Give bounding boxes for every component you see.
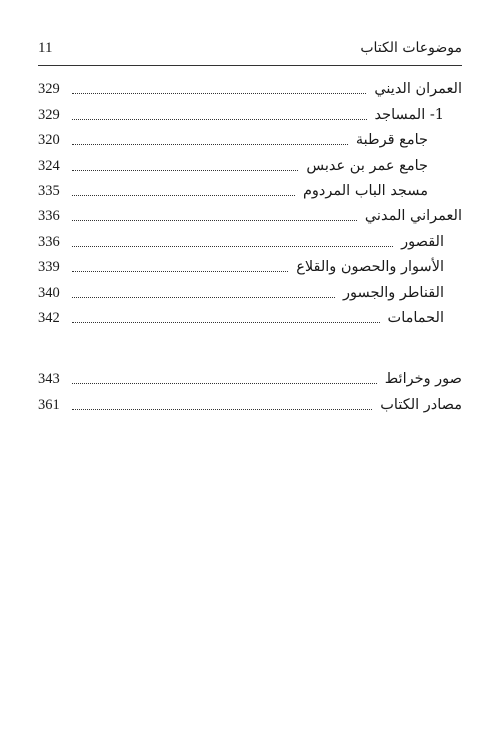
toc-entry-page-number: 342 bbox=[38, 309, 60, 326]
toc-group-2 bbox=[38, 364, 462, 415]
toc-entry-page-number: 339 bbox=[38, 259, 60, 276]
toc-entry-page-number: 320 bbox=[38, 132, 60, 149]
dot-leader bbox=[72, 93, 366, 94]
running-title: موضوعات الكتاب bbox=[360, 40, 462, 56]
toc-entry[interactable] bbox=[38, 74, 462, 99]
toc-entry-title: القصور bbox=[401, 233, 444, 250]
dot-leader bbox=[72, 383, 377, 384]
toc-entry-title: الأسوار والحصون والقلاع bbox=[296, 259, 444, 276]
dot-leader bbox=[72, 170, 298, 171]
toc-entry-title: العمراني المدني bbox=[364, 208, 462, 225]
toc-entry[interactable] bbox=[38, 226, 462, 251]
toc-entry[interactable] bbox=[38, 364, 462, 389]
dot-leader bbox=[72, 119, 367, 120]
toc-entry[interactable] bbox=[38, 125, 462, 150]
toc-entry-title: جامع قرطبة bbox=[355, 132, 428, 149]
page-number: 11 bbox=[38, 40, 53, 56]
toc-entry-page-number: 340 bbox=[38, 284, 60, 301]
page-header bbox=[38, 40, 462, 62]
dot-leader bbox=[72, 144, 348, 145]
toc-entry[interactable] bbox=[38, 176, 462, 201]
dot-leader bbox=[72, 322, 380, 323]
dot-leader bbox=[72, 195, 295, 196]
toc-entry[interactable] bbox=[38, 150, 462, 175]
table-of-contents bbox=[38, 74, 462, 415]
toc-entry-title: 1- المساجد bbox=[374, 106, 444, 123]
toc-entry-title: جامع عمر بن عدبس bbox=[306, 157, 428, 174]
dot-leader bbox=[72, 271, 288, 272]
toc-entry-page-number: 343 bbox=[38, 371, 60, 388]
toc-entry-title: الحمامات bbox=[387, 309, 444, 326]
toc-entry-title: صور وخرائط bbox=[384, 371, 462, 388]
toc-entry-page-number: 336 bbox=[38, 233, 60, 250]
toc-entry-page-number: 324 bbox=[38, 157, 60, 174]
toc-entry-page-number: 329 bbox=[38, 106, 60, 123]
toc-entry-title: مصادر الكتاب bbox=[380, 396, 462, 413]
toc-gap bbox=[38, 328, 462, 364]
toc-entry-page-number: 361 bbox=[38, 396, 60, 413]
toc-entry-title: مسجد الباب المردوم bbox=[302, 182, 428, 199]
toc-entry-page-number: 329 bbox=[38, 81, 60, 98]
dot-leader bbox=[72, 297, 335, 298]
toc-entry-title: العمران الديني bbox=[374, 81, 462, 98]
dot-leader bbox=[72, 220, 357, 221]
toc-entry[interactable] bbox=[38, 252, 462, 277]
toc-entry-page-number: 335 bbox=[38, 182, 60, 199]
toc-group-1 bbox=[38, 74, 462, 328]
toc-entry[interactable] bbox=[38, 389, 462, 414]
dot-leader bbox=[72, 409, 372, 410]
toc-entry-title: القناطر والجسور bbox=[343, 284, 444, 301]
dot-leader bbox=[72, 246, 393, 247]
toc-entry-page-number: 336 bbox=[38, 208, 60, 225]
toc-entry[interactable] bbox=[38, 99, 462, 124]
toc-entry[interactable] bbox=[38, 201, 462, 226]
header-rule bbox=[38, 65, 462, 66]
toc-entry[interactable] bbox=[38, 277, 462, 302]
toc-entry[interactable] bbox=[38, 303, 462, 328]
